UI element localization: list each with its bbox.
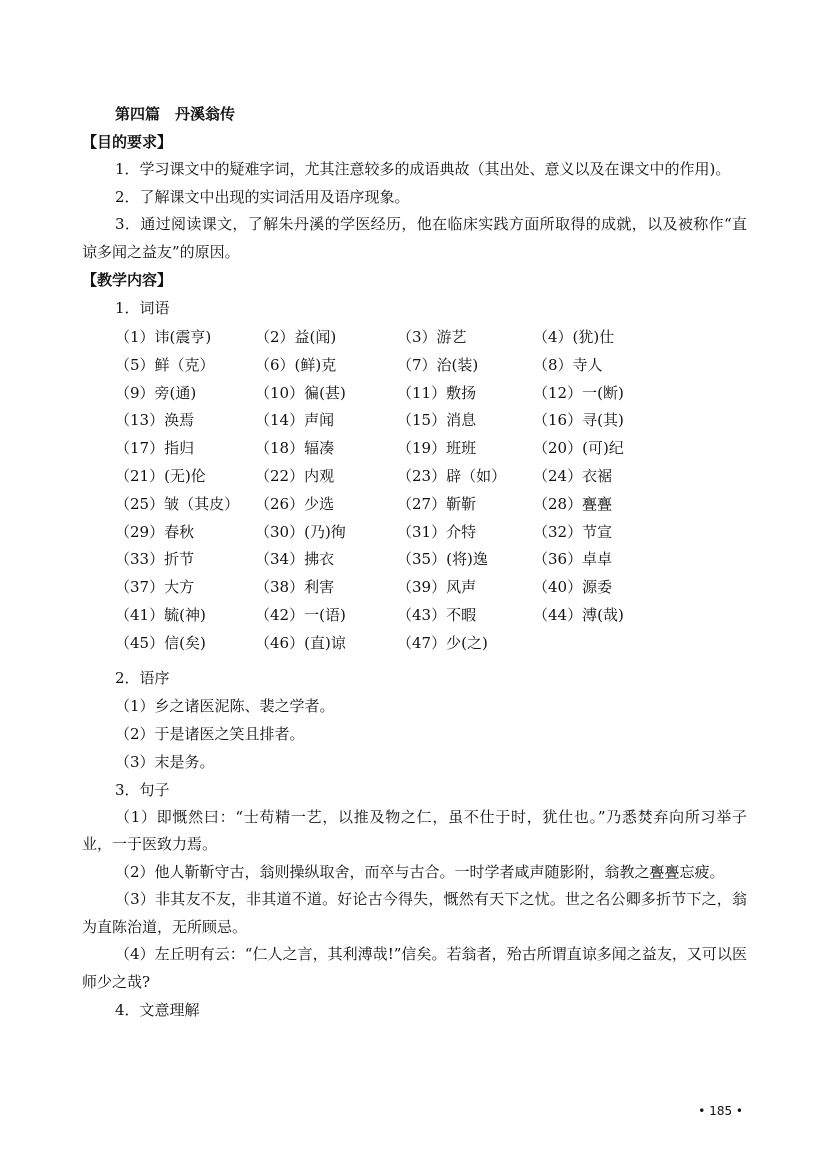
- vocab-item: （10）徧(甚): [255, 383, 346, 402]
- vocab-item: （28）亹亹: [533, 494, 613, 513]
- vocab-row: [115, 546, 747, 574]
- vocab-item: （5）鲜（克）: [115, 355, 215, 374]
- order-item-2: （2）于是诸医之笑且排者。: [115, 724, 305, 743]
- objective-item-3: 3．通过阅读课文，了解朱丹溪的学医经历，他在临床实践方面所取得的成就，以及被称作“直谅多闻之益友”的原因。: [82, 215, 747, 261]
- vocab-item: （9）旁(通): [115, 383, 197, 402]
- vocab-item: （34）拂衣: [255, 550, 335, 569]
- vocab-item: （33）折节: [115, 550, 195, 569]
- vocab-item: （20）(可)纪: [533, 439, 624, 458]
- vocab-item: （7）治(装): [397, 355, 479, 374]
- page-number: • 185 •: [698, 1104, 743, 1118]
- vocab-item: （25）皱（其皮）: [115, 494, 240, 513]
- vocab-item: （38）利害: [255, 578, 335, 597]
- vocab-item: （30）(乃)徇: [255, 522, 346, 541]
- order-item-1: （1）乡之诸医泥陈、裴之学者。: [115, 696, 335, 715]
- order-item-3: （3）末是务。: [115, 752, 215, 771]
- vocab-row: [115, 491, 747, 519]
- chapter-title: 第四篇 丹溪翁传: [115, 105, 236, 123]
- vocab-item: （36）卓卓: [533, 550, 613, 569]
- vocab-item: （44）溥(哉): [533, 605, 624, 624]
- vocab-item: （32）节宣: [533, 522, 613, 541]
- objective-item-1: 1．学习课文中的疑难字词，尤其注意较多的成语典故（其出处、意义以及在课文中的作用)。: [115, 160, 731, 178]
- sentence-heading: 3．句子: [115, 780, 170, 799]
- vocab-item: （23）辟（如）: [397, 466, 507, 485]
- vocab-row: [115, 407, 747, 435]
- vocab-row: [115, 574, 747, 602]
- vocab-row: [115, 352, 747, 380]
- comprehension-heading: 4．文意理解: [115, 1001, 200, 1020]
- vocab-item: （17）指归: [115, 439, 195, 458]
- vocab-heading: 1．词语: [115, 299, 170, 317]
- content-heading: 【教学内容】: [82, 271, 173, 289]
- vocab-item: [533, 630, 673, 658]
- vocab-row: [115, 463, 747, 491]
- vocab-item: （46）(直)谅: [255, 633, 346, 652]
- vocab-row: [115, 380, 747, 408]
- vocab-item: （22）内观: [255, 466, 335, 485]
- vocab-item: （37）大方: [115, 578, 195, 597]
- vocab-item: （14）声闻: [255, 411, 335, 430]
- vocab-item: （19）班班: [397, 439, 477, 458]
- vocab-item: （47）少(之): [397, 633, 488, 652]
- vocab-item: （24）衣裾: [533, 466, 613, 485]
- vocab-item: （4）(犹)仕: [533, 328, 615, 346]
- vocab-grid: [82, 324, 747, 658]
- vocab-item: （3）游艺: [397, 328, 467, 346]
- vocab-item: （27）靳靳: [397, 494, 477, 513]
- vocab-row: [115, 602, 747, 630]
- vocab-item: （39）风声: [397, 578, 477, 597]
- order-heading: 2．语序: [115, 668, 170, 687]
- vocab-item: （8）寺人: [533, 355, 603, 374]
- page-body: [82, 100, 747, 1024]
- sentence-item-2: （2）他人靳靳守古，翁则操纵取舍，而卒与古合。一时学者咸声随影附，翁教之亹亹忘疲。: [115, 862, 725, 881]
- vocab-item: （29）春秋: [115, 522, 195, 541]
- objectives-heading: 【目的要求】: [82, 133, 173, 151]
- vocab-item: （15）消息: [397, 411, 477, 430]
- vocab-item: （6）(鲜)克: [255, 355, 337, 374]
- vocab-item: （45）信(矣): [115, 633, 206, 652]
- vocab-item: （2）益(闻): [255, 328, 337, 346]
- vocab-item: （26）少选: [255, 494, 335, 513]
- vocab-item: （16）寻(其): [533, 411, 624, 430]
- vocab-item: （42）一(语): [255, 605, 346, 624]
- vocab-row: [115, 630, 747, 658]
- vocab-item: （18）辐凑: [255, 439, 335, 458]
- vocab-row: [115, 324, 747, 352]
- sentence-item-3: （3）非其友不友，非其道不道。好论古今得失，慨然有天下之忧。世之名公卿多折节下之，翁为直陈治道，无所顾忌。: [82, 890, 747, 936]
- vocab-item: （13）涣焉: [115, 411, 195, 430]
- vocab-item: （43）不暇: [397, 605, 477, 624]
- vocab-item: （21）(无)伦: [115, 466, 206, 485]
- vocab-item: （35）(将)逸: [397, 550, 488, 569]
- objective-item-2: 2．了解课文中出现的实词活用及语序现象。: [115, 187, 410, 206]
- vocab-item: （1）讳(震亨): [115, 328, 212, 346]
- vocab-row: [115, 519, 747, 547]
- vocab-item: （41）毓(神): [115, 605, 206, 624]
- sentence-item-1: （1）即慨然曰：“士苟精一艺，以推及物之仁，虽不仕于时，犹仕也。”乃悉焚弃向所习举子业，一于医致力焉。: [82, 807, 747, 854]
- sentence-item-4: （4）左丘明有云：“仁人之言，其利溥哉!”信矣。若翁者，殆古所谓直谅多闻之益友，又可以医师少之哉?: [82, 945, 747, 991]
- vocab-item: （12）一(断): [533, 383, 624, 402]
- vocab-item: （31）介特: [397, 522, 477, 541]
- vocab-row: [115, 435, 747, 463]
- vocab-item: （11）敷扬: [397, 383, 477, 402]
- vocab-item: （40）源委: [533, 578, 613, 597]
